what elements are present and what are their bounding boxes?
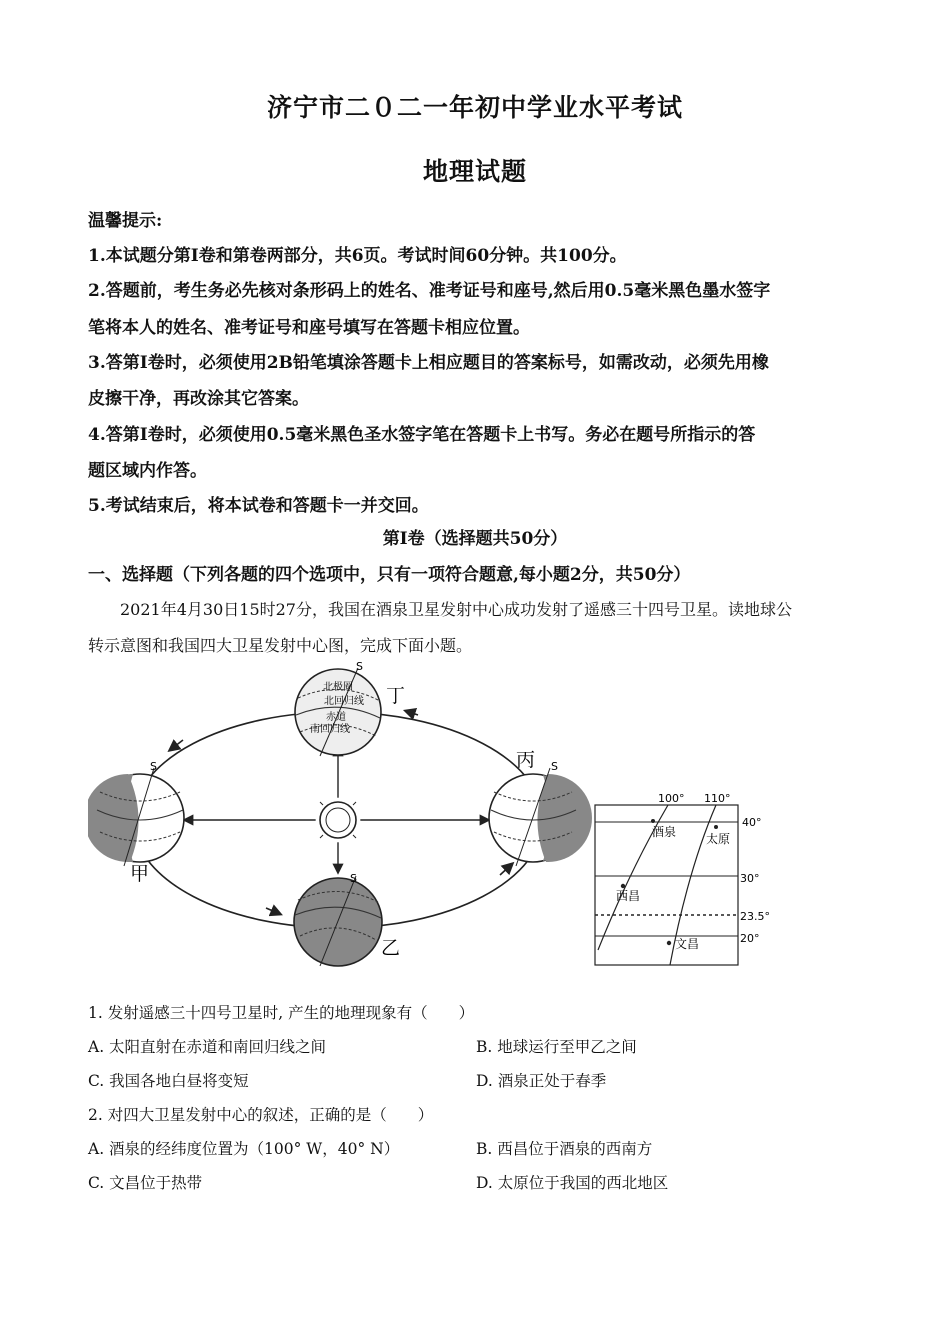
intro-line-1: 2021年4月30日15时27分，我国在酒泉卫星发射中心成功发射了遥感三十四号卫星。读地球公 [120, 600, 792, 619]
subject-title: 地理试题 [422, 157, 527, 186]
orbit-arrow-left [170, 740, 183, 750]
lat-20-label: 20° [740, 932, 760, 945]
s-mark-bing: S [551, 760, 558, 773]
orbit-arrow-top [406, 711, 418, 715]
orbit-arrow-right [500, 864, 512, 875]
label-tropic-capricorn: 南回归线 [310, 724, 350, 735]
s-mark-ding: S [356, 660, 363, 673]
question-1-option-a: A. 太阳直射在赤道和南回归线之间 [88, 1038, 327, 1056]
question-2-option-d: D. 太原位于我国的西北地区 [476, 1174, 669, 1192]
part-heading: 一、选择题（下列各题的四个选项中，只有一项符合题意,每小题2分，共50分） [88, 565, 691, 585]
earth-yi-globe [294, 876, 382, 966]
lat-23-5-label: 23.5° [740, 910, 770, 923]
question-1-option-b: B. 地球运行至甲乙之间 [476, 1038, 637, 1056]
label-jia: 甲 [130, 863, 150, 885]
lon-110-label: 110° [704, 792, 731, 805]
question-2-option-b: B. 西昌位于酒泉的西南方 [476, 1140, 653, 1158]
earth-bing-globe [489, 768, 592, 866]
exam-title: 济宁市二０二一年初中学业水平考试 [266, 93, 683, 122]
wenchang-dot [667, 941, 671, 945]
jiuquan-dot [651, 819, 655, 823]
sun-icon [312, 794, 364, 846]
tip-line-8: 5.考试结束后，将本试卷和答题卡一并交回。 [88, 496, 429, 516]
label-yi: 乙 [381, 937, 401, 959]
lat-30-label: 30° [740, 872, 760, 885]
label-arctic-circle: 北极圈 [323, 682, 353, 693]
earth-jia-globe [88, 768, 184, 866]
label-equator: 赤道 [326, 712, 346, 723]
question-1-option-d: D. 酒泉正处于春季 [476, 1072, 607, 1090]
tip-line-6: 4.答第Ⅰ卷时，必须使用0.5毫米黑色圣水签字笔在答题卡上书写。务必在题号所指示的答 [88, 425, 756, 445]
xichang-label: 西昌 [616, 889, 641, 903]
tip-line-3: 笔将本人的姓名、准考证号和座号填写在答题卡相应位置。 [88, 318, 530, 338]
xichang-dot [621, 884, 625, 888]
taiyuan-dot [714, 825, 718, 829]
launch-centers-map [590, 790, 780, 968]
tip-line-4: 3.答第Ⅰ卷时，必须使用2B铅笔填涂答题卡上相应题目的答案标号，如需改动，必须先用橡 [88, 353, 769, 373]
tips-heading: 温馨提示: [88, 211, 163, 231]
lon-100-label: 100° [658, 792, 685, 805]
question-2-option-c: C. 文昌位于热带 [88, 1174, 203, 1192]
label-tropic-cancer: 北回归线 [324, 696, 364, 707]
tip-line-7: 题区域内作答。 [88, 461, 207, 481]
intro-line-2: 转示意图和我国四大卫星发射中心图，完成下面小题。 [88, 636, 473, 655]
label-ding: 丁 [386, 685, 406, 707]
question-2-option-a: A. 酒泉的经纬度位置为（100° W，40° N） [88, 1140, 400, 1158]
s-mark-jia: S [150, 760, 157, 773]
question-1-stem: 1. 发射遥感三十四号卫星时, 产生的地理现象有（ ） [88, 1004, 475, 1022]
tip-line-2: 2.答题前，考生务必先核对条形码上的姓名、准考证号和座号,然后用0.5毫米黑色墨水签字 [88, 281, 771, 301]
label-bing: 丙 [516, 749, 536, 771]
s-mark-yi: S [350, 872, 357, 885]
lat-40-label: 40° [742, 816, 762, 829]
wenchang-label: 文昌 [675, 937, 700, 951]
question-1-option-c: C. 我国各地白昼将变短 [88, 1072, 249, 1090]
orbit-arrow-bottom [266, 908, 280, 914]
earth-revolution-diagram [88, 660, 608, 970]
jiuquan-label: 酒泉 [652, 825, 677, 839]
question-2-stem: 2. 对四大卫星发射中心的叙述，正确的是（ ） [88, 1106, 434, 1124]
taiyuan-label: 太原 [706, 832, 731, 846]
volume-heading: 第Ⅰ卷（选择题共50分） [382, 529, 568, 549]
tip-line-1: 1.本试题分第Ⅰ卷和第卷两部分，共6页。考试时间60分钟。共100分。 [88, 246, 627, 266]
tip-line-5: 皮擦干净，再改涂其它答案。 [88, 389, 309, 409]
